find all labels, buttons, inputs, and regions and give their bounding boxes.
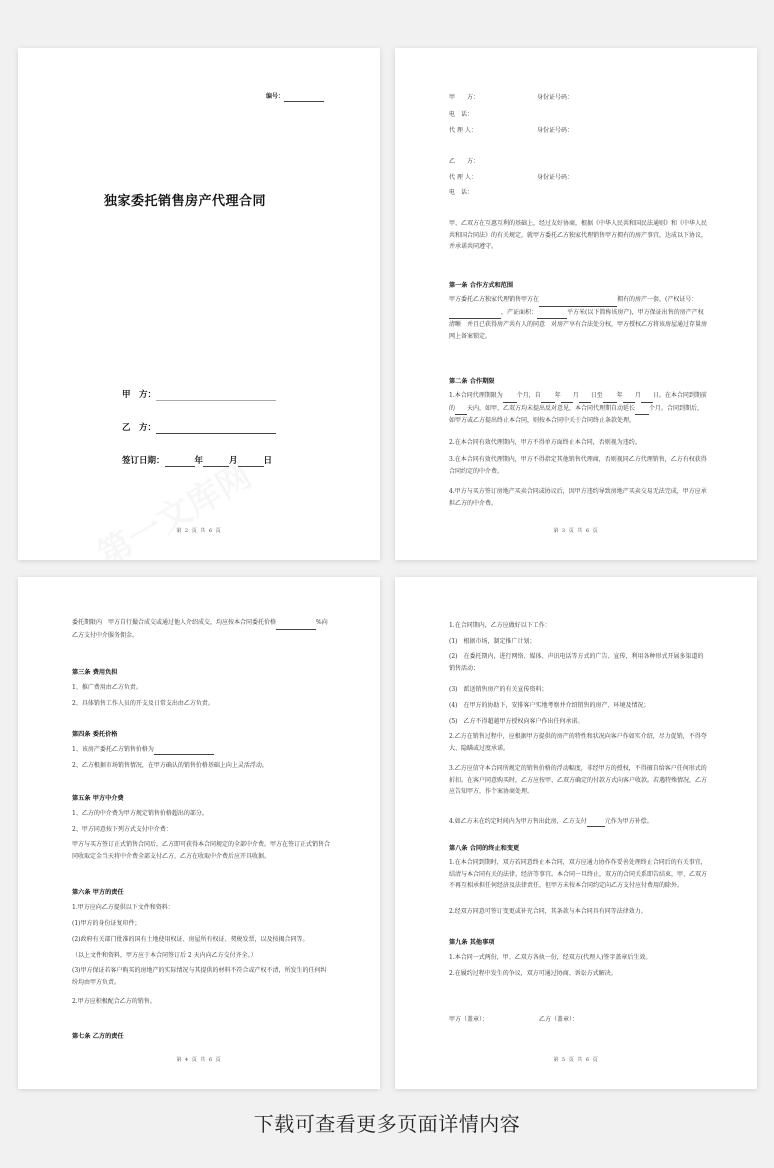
- id-number-label: 身份证号码：: [537, 94, 574, 101]
- agent-label: 代 理 人：: [449, 174, 477, 181]
- article-3-title: 第三条 费用负担: [72, 669, 118, 676]
- article-6-item-1-1: (1)甲方的身份证复印件；: [72, 920, 141, 927]
- party-b-label: 乙 方：: [449, 158, 480, 165]
- sign-date-line: 签订日期： 年 月 日: [122, 456, 273, 466]
- article-6-title: 第六条 甲方的责任: [72, 889, 124, 896]
- article-6-item-1: 1.甲方应向乙方提供以下文件和资料：: [72, 904, 174, 911]
- agent-label: 代 理 人：: [449, 127, 477, 134]
- id-number-label: 身份证号码：: [537, 127, 574, 134]
- document-page-5: [395, 577, 757, 1089]
- signature-party-b: 乙方（盖章）：: [539, 1016, 579, 1023]
- duty-item-5: (5) 乙方不得超越甲方授权向客户作出任何承诺。: [449, 718, 584, 725]
- document-page-3: [395, 48, 757, 560]
- party-a-label: 甲 方：: [449, 94, 480, 101]
- download-more-link[interactable]: 下载可查看更多页面详情内容: [253, 1112, 521, 1136]
- duty-item-3: (3) 派送销售房产的有关宣传资料；: [449, 686, 548, 693]
- article-3-item-2: 2、具体销售工作人员的开支及日常支出由乙方负责。: [72, 700, 214, 707]
- article-8-title: 第八条 合同的终止和变更: [449, 845, 520, 852]
- article-2-item-3: 3.在本合同有效代理期内，甲方不得指定其他销售代理商，否则视同乙方代理销售，乙方有权获得合同约定的中介费。: [449, 456, 707, 475]
- article-9-item-2: 2.在履约过程中发生的争议，双方可通过协商、诉讼方式解决。: [449, 970, 617, 977]
- page-number: 第 2 页 共 6 页: [176, 528, 222, 534]
- page-number: 第 5 页 共 6 页: [553, 1057, 599, 1063]
- duty-item-2: (2) 在委托期内，进行网络、媒体、声讯电话等方式的广告、宣传，利用各种形式开展多渠道的销售活动；: [449, 653, 704, 672]
- duty-item-1: (1) 根据市场，制定推广计划；: [449, 638, 536, 645]
- article-6-item-1-4: (3)甲方保证若客户购买的房地产的实际情况与其提供的材料不符合或产权不清，所发生的任何纠纷均由甲方负责。: [72, 967, 327, 986]
- document-page-4: [18, 577, 380, 1089]
- phone-label: 电 话：: [449, 111, 474, 118]
- article-3-item-1: 1、推广费用由乙方负责。: [72, 684, 142, 691]
- article-7-title: 第七条 乙方的责任: [72, 1033, 124, 1040]
- duty-2: 2.乙方在销售过程中，应根据甲方提供的房产的特性和状况向客户作如实介绍，尽力促销，不得夸大、隐瞒或过度承诺。: [449, 733, 707, 752]
- commission-clause: 委托期限内 甲方自行撮合成交或通过他人介绍成交，均应按本合同委托价格 %向乙方支付中介服务佣金。: [72, 619, 328, 639]
- page-number: 第 4 页 共 6 页: [176, 1057, 222, 1063]
- article-8-item-1: 1.在本合同到期时，双方若同意终止本合同，双方应通力协作作妥善处理终止合同后的有关事宜，结清与本合同有关的法律、经济等事宜。本合同一旦终止，双方的合同关系即告结束，甲、乙双方不再互相承担任何经济及法律责任，但甲方未按本合同约定向乙方支付应付费用的除外。: [449, 859, 708, 889]
- serial-number-field: 编号：: [266, 92, 324, 102]
- article-2-title: 第二条 合作期限: [449, 378, 495, 385]
- id-number-label: 身份证号码：: [537, 174, 574, 181]
- article-5-title: 第五条 甲方中介费: [72, 795, 124, 802]
- duty-3: 3.乙方应信守本合同所规定的销售价格的浮动幅度，非经甲方的授权，不得擅自给客户任何形式的折扣。在客户同意购买时，乙方应按甲、乙双方确定的付款方式向客户收款。若遇特殊情况，乙方应告知甲方，作个案协商处理。: [449, 765, 708, 795]
- article-2-item-1: 1.本合同代理期限为 个月，自 年 月 日至 年 月 日。在本合同到期前的 天内，如甲、乙双方均未提出反对意见，本合同代理期自动延长 个月。合同到期后，如甲方或乙方提出终止本合同，则按本合同中关于合同终止条款处理。: [449, 392, 707, 424]
- article-6-item-1-3: （以上文件和资料，甲方应于本合同签订后 2 天内向乙方交付齐全。）: [72, 952, 257, 959]
- article-4-item-2: 2、乙方根据市场销售情况，在甲方确认的销售价格基础上向上灵活浮动。: [72, 762, 268, 769]
- contract-title: 独家委托销售房产代理合同: [104, 194, 267, 209]
- page-number: 第 3 页 共 6 页: [553, 528, 599, 534]
- duty-item-4: (4) 在甲方的协助下，安排客户实地考察并介绍销售的房产、环境及情况；: [449, 702, 650, 709]
- duty-intro: 1.在合同期内，乙方应做好以下工作：: [449, 622, 551, 629]
- article-8-item-2: 2.经双方同意可签订变更或补充合同，其条款与本合同具有同等法律效力。: [449, 908, 647, 915]
- article-9-item-1: 1.本合同一式两份，甲、乙双方各执一份，经双方(代理人)签字盖章后生效。: [449, 954, 652, 961]
- article-6-item-1-2: (2)政府有关部门批准的国有土地使用权证、房屋所有权证、契税发票，以及按揭合同等。: [72, 936, 309, 943]
- duty-4: 4.如乙方未在约定时间内为甲方售出此房，乙方支付 元作为甲方补偿。: [449, 818, 653, 825]
- article-5-item-2: 2、甲方同意按下列方式支付中介费：: [72, 826, 172, 833]
- article-4-item-1: 1、该房产委托乙方销售价格为: [72, 745, 214, 755]
- article-2-item-2: 2.在本合同有效代理期内，甲方不得单方面终止本合同，否则视为违约。: [449, 439, 641, 446]
- party-a-line: 甲 方：: [122, 388, 276, 401]
- intro-paragraph: 甲、乙双方在互惠互利的基础上，经过友好协商，根据《中华人民共和国民法通则》和《中华人民共和国合同法》的有关规定，就甲方委托乙方独家代理销售甲方拥有的房产事宜，达成以下协议，并承诺共同遵守。: [449, 220, 708, 250]
- article-5-item-3: 甲方与买方签订正式销售合同后，乙方即可获得本合同规定的全部中介费。甲方在签订正式销售合同收取定金当天将中介费全部支付乙方，乙方在收取中介费后应开具收据。: [72, 841, 331, 860]
- article-4-title: 第四条 委托价格: [72, 731, 118, 738]
- article-6-item-2: 2.甲方应积极配合乙方的销售。: [72, 998, 156, 1005]
- article-9-title: 第九条 其他事项: [449, 939, 495, 946]
- party-b-line: 乙 方：: [122, 421, 276, 434]
- article-5-item-1: 1、乙方的中介费为甲方规定销售价格超出的部分。: [72, 810, 208, 817]
- phone-label: 电 话：: [449, 189, 474, 196]
- article-1-text: 甲方委托乙方独家代理销售甲方在 拥有的房产一套，(产权证号： ，产证面积： 平方米(以下简称该房产)，甲方保证出售的房产产权清晰 并且已获得房产共有人的同意 对房产享有合法处分权，甲方授权乙方将该房屋通过存量房网上备案锁定。: [449, 296, 708, 340]
- serial-number-blank: [284, 92, 324, 102]
- signature-party-a: 甲方（盖章）：: [449, 1016, 489, 1023]
- document-page-2: [18, 48, 380, 560]
- article-1-title: 第一条 合作方式和范围: [449, 282, 514, 289]
- article-2-item-4: 4.甲方与买方签订房地产买卖合同或协议后，因甲方违约导致房地产买卖交易无法完成，甲方应承担乙方的中介费。: [449, 488, 707, 507]
